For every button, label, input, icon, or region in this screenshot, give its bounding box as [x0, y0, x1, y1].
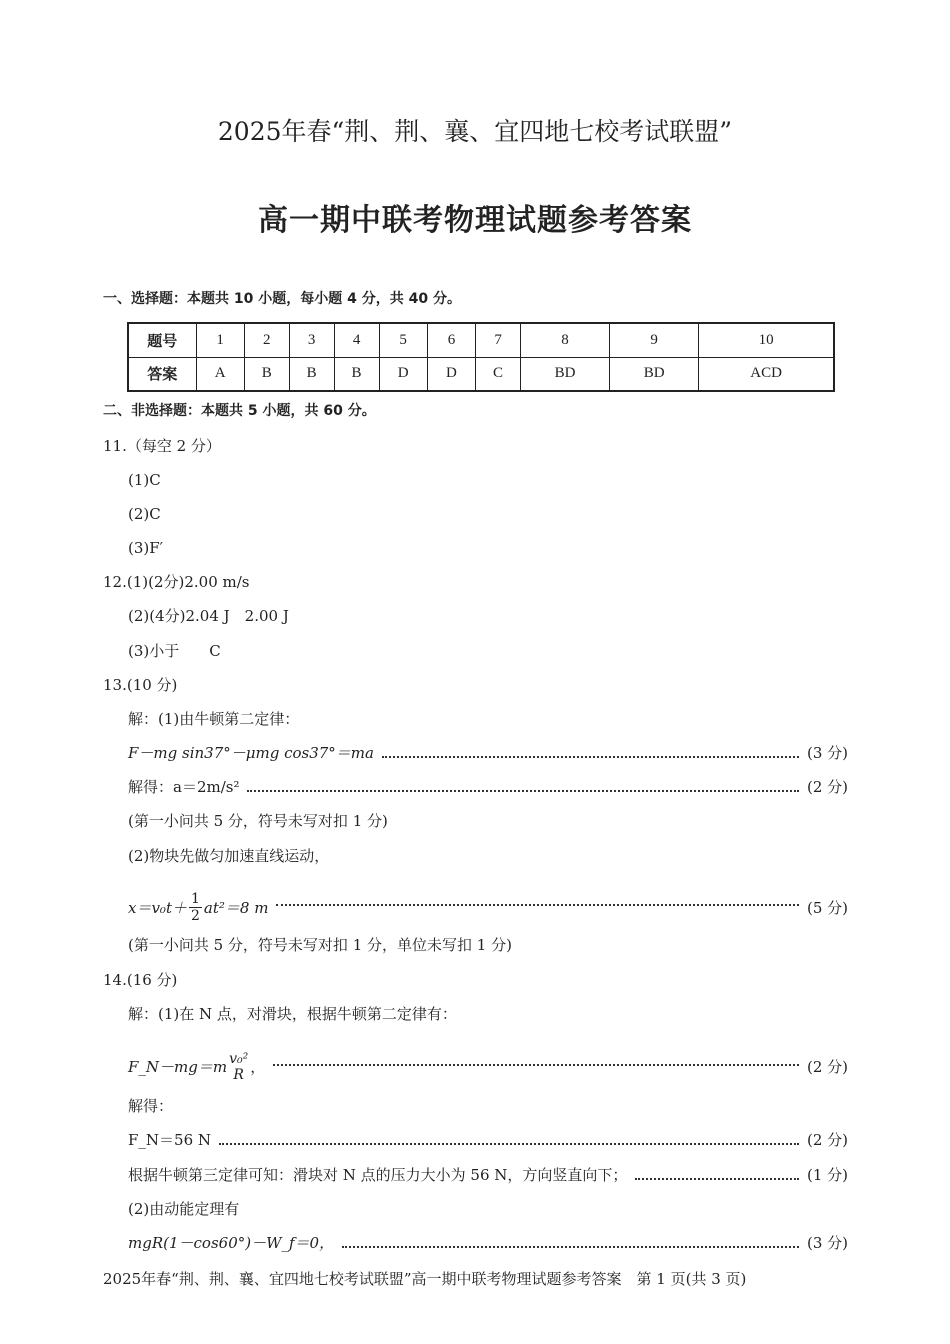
score: (2 分) [806, 1058, 848, 1076]
q-number: 9 [610, 323, 699, 357]
answer-cell: B [244, 357, 289, 391]
row-label: 题号 [128, 323, 196, 357]
q14-equation [128, 1051, 848, 1083]
q13-equation [128, 891, 848, 924]
q-number: 3 [289, 323, 334, 357]
fraction [229, 1051, 248, 1083]
answer-cell: B [334, 357, 379, 391]
q14-result [128, 1130, 848, 1150]
score: (5 分) [806, 898, 848, 917]
denominator: 2 [190, 908, 200, 924]
q11-heading: 11.（每空 2 分） [103, 437, 221, 455]
q-number: 6 [427, 323, 475, 357]
row-label: 答案 [128, 357, 196, 391]
equation: at²＝8 m [203, 898, 269, 917]
answer-table [127, 322, 835, 392]
q13-equation [128, 743, 848, 763]
equation: F_N＝56 N [128, 1131, 212, 1149]
q11-answer: (2)C [128, 505, 161, 523]
comma: ， [250, 1058, 266, 1076]
q13-heading: 13.(10 分) [103, 676, 178, 694]
table-row-answers [128, 357, 834, 391]
q13-line: (2)物块先做匀加速直线运动， [128, 847, 330, 865]
score: (3 分) [806, 744, 848, 762]
q11-answer: (1)C [128, 471, 161, 489]
dotted-leader [635, 1178, 799, 1180]
page-footer: 2025年春“荆、荆、襄、宜四地七校考试联盟”高一期中联考物理试题参考答案 第 1 页(共 3 页) [103, 1270, 747, 1288]
answer-cell: D [379, 357, 427, 391]
q14-line: (2)由动能定理有 [128, 1200, 240, 1218]
score: (2 分) [806, 1131, 848, 1149]
fraction [189, 891, 202, 924]
dotted-leader [247, 790, 798, 792]
answer-cell: ACD [699, 357, 834, 391]
numerator: 1 [190, 891, 200, 907]
equation: 解得：a＝2m/s² [128, 778, 240, 796]
numerator: v₀² [229, 1051, 249, 1067]
q13-note: (第一小问共 5 分，符号未写对扣 1 分) [128, 812, 388, 830]
q13-note: (第一小问共 5 分，符号未写对扣 1 分，单位未写扣 1 分) [128, 936, 512, 954]
q14-line: 解得： [128, 1097, 174, 1115]
q-number: 2 [244, 323, 289, 357]
q-number: 7 [476, 323, 521, 357]
q12-answer: (2)(4分)2.04 J 2.00 J [128, 607, 289, 625]
q13-result [128, 777, 848, 797]
answer-cell: A [196, 357, 244, 391]
q-number: 1 [196, 323, 244, 357]
equation: mgR(1－cos60°)－W_f＝0， [128, 1234, 335, 1252]
q11-answer: (3)F′ [128, 539, 164, 557]
statement: 根据牛顿第三定律可知：滑块对 N 点的压力大小为 56 N，方向竖直向下； [128, 1166, 628, 1184]
dotted-leader [382, 756, 799, 758]
q12-answer: (3)小于 C [128, 642, 221, 660]
answer-cell: BD [610, 357, 699, 391]
dotted-leader [342, 1246, 799, 1248]
table-row-numbers [128, 323, 834, 357]
section1-heading: 一、选择题：本题共 10 小题，每小题 4 分，共 40 分。 [103, 291, 461, 307]
q13-line: 解：(1)由牛顿第二定律： [128, 710, 300, 728]
equation: x＝v₀t＋ [128, 898, 187, 917]
q-number: 10 [699, 323, 834, 357]
score: (1 分) [806, 1166, 848, 1184]
q12-answer: 12.(1)(2分)2.00 m/s [103, 573, 250, 591]
q14-equation [128, 1233, 848, 1253]
q14-heading: 14.(16 分) [103, 971, 178, 989]
score: (3 分) [806, 1234, 848, 1252]
exam-alliance-title: 2025年春“荆、荆、襄、宜四地七校考试联盟” [217, 117, 733, 146]
denominator: R [233, 1067, 244, 1083]
answer-cell: D [427, 357, 475, 391]
score: (2 分) [806, 778, 848, 796]
page-title: 高一期中联考物理试题参考答案 [258, 203, 692, 238]
dotted-leader [276, 904, 799, 906]
dotted-leader [273, 1064, 799, 1066]
q14-line: 解：(1)在 N 点，对滑块，根据牛顿第二定律有： [128, 1005, 457, 1023]
answer-cell: C [476, 357, 521, 391]
answer-cell: BD [521, 357, 610, 391]
q14-line [128, 1165, 848, 1185]
q-number: 8 [521, 323, 610, 357]
q-number: 5 [379, 323, 427, 357]
equation: F_N－mg＝m [128, 1058, 228, 1076]
equation: F－mg sin37°－μmg cos37°＝ma [128, 744, 374, 762]
q-number: 4 [334, 323, 379, 357]
dotted-leader [219, 1143, 799, 1145]
answer-cell: B [289, 357, 334, 391]
section2-heading: 二、非选择题：本题共 5 小题，共 60 分。 [103, 403, 376, 419]
